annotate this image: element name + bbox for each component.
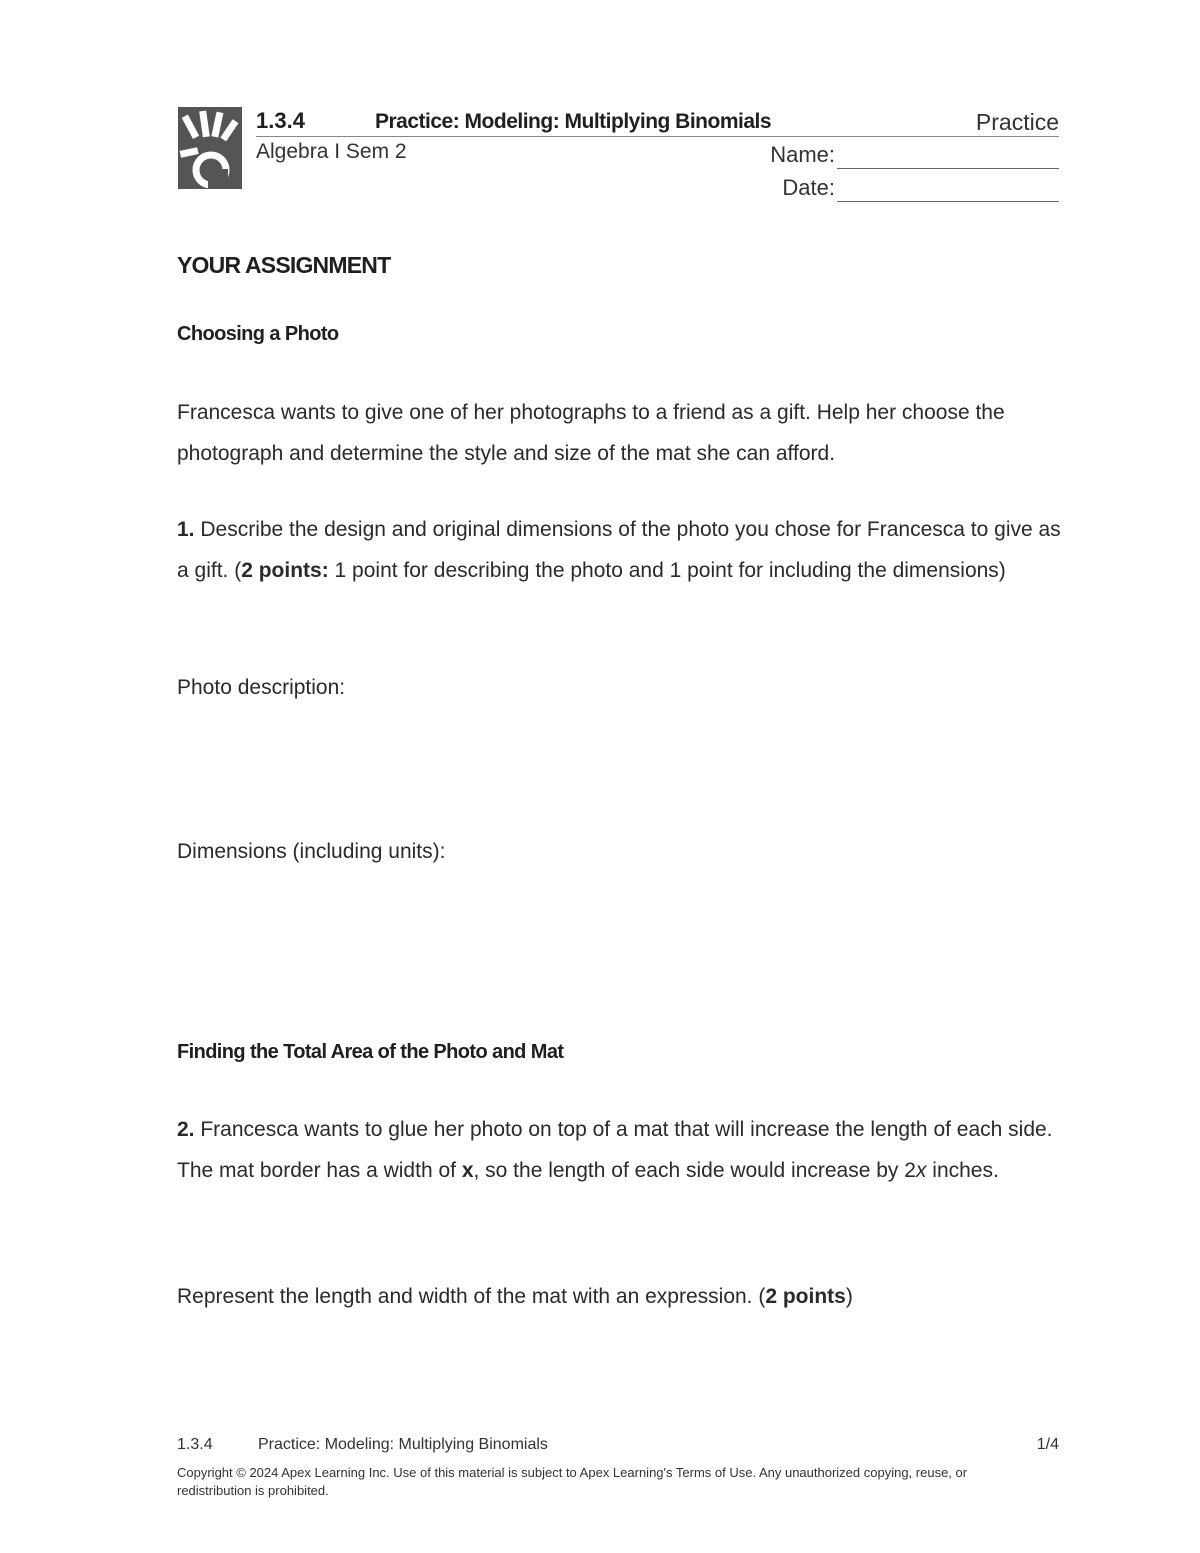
prompt-text: Represent the length and width of the mat with an expression. ( [177, 1285, 766, 1308]
date-field[interactable] [837, 201, 1059, 202]
assignment-heading: YOUR ASSIGNMENT [177, 252, 391, 278]
footer-page-number: 1/4 [1036, 1436, 1059, 1453]
question-text: inches. [926, 1159, 999, 1182]
name-label: Name: [770, 142, 835, 167]
footer-lesson-title: Practice: Modeling: Multiplying Binomials [258, 1436, 548, 1453]
name-field[interactable] [837, 168, 1059, 169]
photo-description-label: Photo description: [177, 676, 346, 699]
footer-lesson-code: 1.3.4 [177, 1436, 213, 1453]
intro-paragraph: Francesca wants to give one of her photographs to a friend as a gift. Help her choose the photograph and determine the style and size of the mat she can afford. [177, 401, 1005, 465]
represent-prompt [177, 1276, 1067, 1317]
points-label: 2 points: [241, 559, 329, 582]
header-course: Algebra I Sem 2 [256, 140, 407, 163]
question-number: 2. [177, 1118, 195, 1141]
question-2 [177, 1109, 1067, 1191]
section-title-total-area: Finding the Total Area of the Photo and Mat [177, 1041, 564, 1063]
header-lesson-title: Practice: Modeling: Multiplying Binomials [375, 110, 772, 133]
question-text: 1 point for describing the photo and 1 point for including the dimensions) [328, 559, 1006, 582]
question-text: , so the length of each side would increase by 2 [473, 1159, 916, 1182]
header-doc-type: Practice [975, 109, 1059, 135]
question-1 [177, 509, 1067, 591]
dimensions-label: Dimensions (including units): [177, 840, 446, 863]
variable-x: x [461, 1159, 474, 1182]
section-title-choosing-photo: Choosing a Photo [177, 323, 339, 345]
apex-learning-logo-icon [178, 107, 242, 189]
header-lesson-code: 1.3.4 [256, 108, 305, 133]
question-number: 1. [177, 518, 195, 541]
prompt-text: ) [845, 1285, 853, 1308]
question-text: Francesca wants to glue her photo on top of a mat that will increase the length of each side. The mat border has a width of [177, 1118, 1053, 1182]
variable-x: x [915, 1159, 927, 1182]
question-text: Describe the design and original dimensions of the photo you chose for Francesca to give as a gift. ( [177, 518, 1061, 582]
points-label: 2 points [765, 1285, 846, 1308]
footer-copyright: Copyright © 2024 Apex Learning Inc. Use of this material is subject to Apex Learning's Terms of Use. Any unauthorized copying, reuse, or redistribution is prohibited. [177, 1465, 968, 1498]
header-divider [256, 136, 1059, 137]
date-label: Date: [782, 175, 835, 200]
